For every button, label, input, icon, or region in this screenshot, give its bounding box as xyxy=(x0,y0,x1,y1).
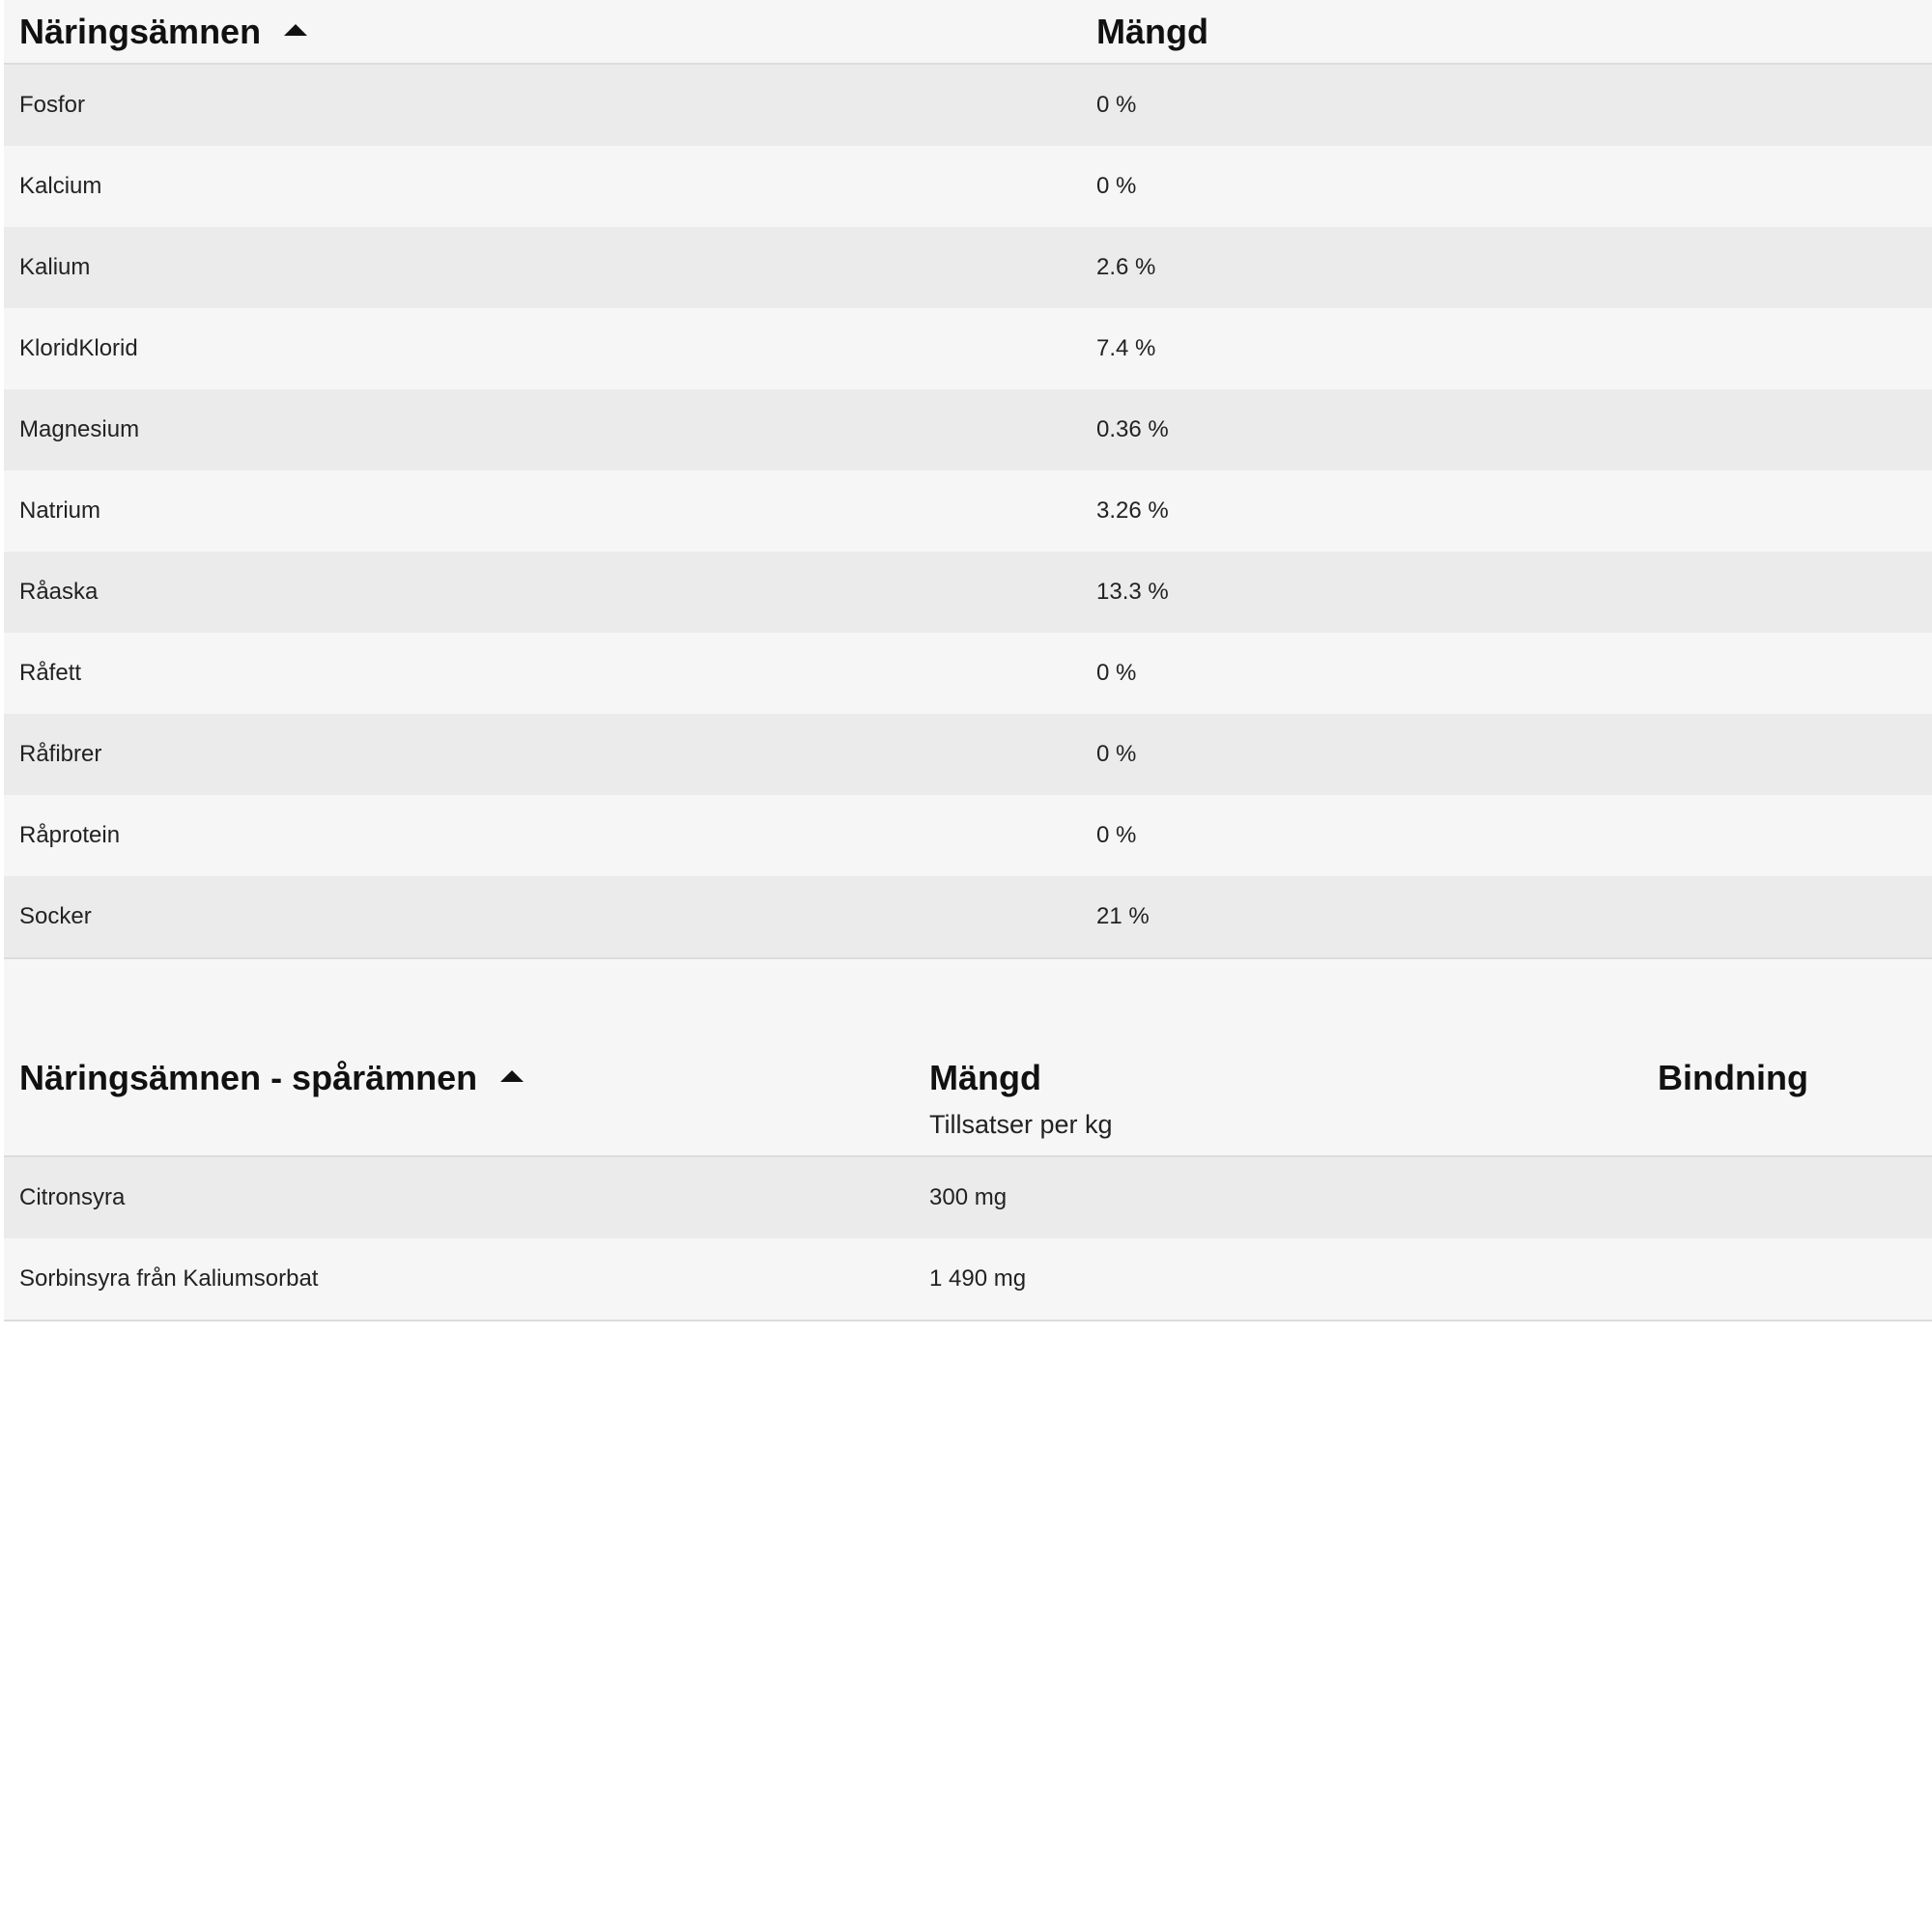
table-row xyxy=(4,227,1932,308)
nutrient-amount: 3.26 % xyxy=(1096,497,1169,524)
table-row xyxy=(4,714,1932,795)
table-row xyxy=(4,1156,1932,1238)
trace-amount: 300 mg xyxy=(929,1184,1008,1210)
sort-ascending-icon[interactable] xyxy=(284,24,307,36)
trace-name: Sorbinsyra från Kaliumsorbat xyxy=(19,1265,319,1292)
nutrients-amount-column-header xyxy=(1081,0,1932,64)
nutrients-table xyxy=(4,0,1932,959)
nutrient-name: Kalcium xyxy=(19,173,102,199)
trace-amount-header-sublabel: Tillsatser per kg xyxy=(929,1110,1113,1139)
table-row xyxy=(4,308,1932,389)
nutrient-name: Kalium xyxy=(19,254,91,280)
nutrient-name: Råfibrer xyxy=(19,741,102,767)
nutrient-name: Råprotein xyxy=(19,822,121,848)
table-row xyxy=(4,389,1932,470)
nutrient-name: KloridKlorid xyxy=(19,335,138,361)
section-divider xyxy=(4,959,1932,1037)
sort-ascending-icon[interactable] xyxy=(500,1070,524,1082)
table-row xyxy=(4,876,1932,958)
nutrient-name: Råfett xyxy=(19,660,82,686)
nutrient-name: Magnesium xyxy=(19,416,140,442)
nutrient-amount: 0 % xyxy=(1096,92,1137,118)
trace-binding-header-label: Bindning xyxy=(1658,1058,1808,1097)
table-row xyxy=(4,633,1932,714)
nutrients-name-header-label: Näringsämnen xyxy=(19,11,262,51)
table-row xyxy=(4,795,1932,876)
nutrition-content xyxy=(4,0,1932,1321)
trace-amount-column-header xyxy=(914,1037,1642,1156)
nutrient-amount: 0 % xyxy=(1096,660,1137,686)
nutrient-amount: 7.4 % xyxy=(1096,335,1156,361)
nutrient-name: Natrium xyxy=(19,497,101,524)
nutrient-amount: 0 % xyxy=(1096,741,1137,767)
trace-name: Citronsyra xyxy=(19,1184,126,1210)
trace-header-row xyxy=(4,1037,1932,1156)
nutrients-header-row xyxy=(4,0,1932,64)
nutrient-amount: 0 % xyxy=(1096,173,1137,199)
table-row xyxy=(4,64,1932,146)
nutrient-amount: 0 % xyxy=(1096,822,1137,848)
nutrients-amount-header-label: Mängd xyxy=(1096,11,1208,51)
nutrient-name: Råaska xyxy=(19,579,99,605)
trace-binding xyxy=(1642,1156,1932,1238)
trace-amount: 1 490 mg xyxy=(929,1265,1027,1292)
table-row xyxy=(4,1238,1932,1321)
nutrient-name: Fosfor xyxy=(19,92,86,118)
trace-name-header-label: Näringsämnen - spårämnen xyxy=(19,1058,478,1097)
table-row xyxy=(4,146,1932,227)
nutrient-amount: 2.6 % xyxy=(1096,254,1156,280)
trace-amount-header-label: Mängd xyxy=(929,1058,1041,1097)
table-row xyxy=(4,552,1932,633)
trace-name-column-header[interactable] xyxy=(4,1037,914,1156)
trace-elements-table xyxy=(4,1037,1932,1321)
trace-binding xyxy=(1642,1238,1932,1321)
nutrients-name-column-header[interactable] xyxy=(4,0,1081,64)
trace-binding-column-header xyxy=(1642,1037,1932,1156)
table-row xyxy=(4,470,1932,552)
nutrient-amount: 21 % xyxy=(1096,903,1150,929)
nutrient-amount: 0.36 % xyxy=(1096,416,1169,442)
nutrient-name: Socker xyxy=(19,903,92,929)
nutrient-amount: 13.3 % xyxy=(1096,579,1169,605)
